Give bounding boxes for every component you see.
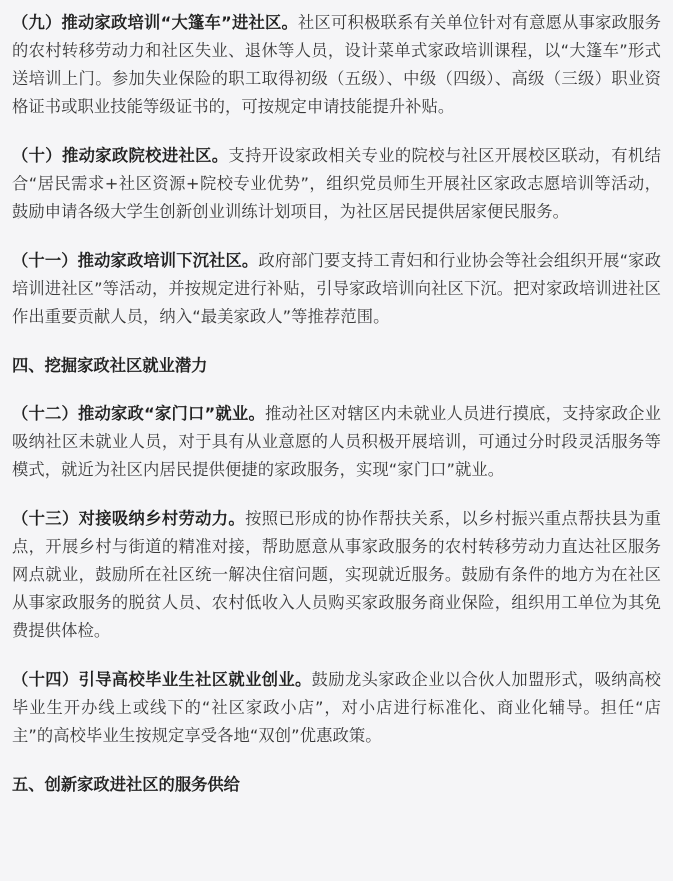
paragraph-lead: （十一）推动家政培训下沉社区。: [12, 251, 259, 270]
paragraph-item-11: [12, 247, 661, 331]
paragraph-item-14: [12, 666, 661, 750]
paragraph-item-12: [12, 400, 661, 484]
paragraph-body: 鼓励龙头家政企业以合伙人加盟形式，吸纳高校毕业生开办线上或线下的“社区家政小店”，对小店进行标准化、商业化辅导。担任“店主”的高校毕业生按规定享受各地“双创”优惠政策。: [12, 670, 661, 745]
section-heading-4: 四、挖掘家政社区就业潜力: [12, 356, 208, 375]
paragraph-item-13: [12, 505, 661, 645]
paragraph-body: 推动社区对辖区内未就业人员进行摸底，支持家政企业吸纳社区未就业人员，对于具有从业意愿的人员积极开展培训，可通过分时段灵活服务等模式，就近为社区内居民提供便捷的家政服务，实现“家门口”就业。: [12, 404, 661, 479]
paragraph-item-9: [12, 9, 661, 121]
paragraph-body: 支持开设家政相关专业的院校与社区开展校区联动，有机结合“居民需求+社区资源+院校专业优势”，组织党员师生开展社区家政志愿培训等活动，鼓励申请各级大学生创新创业训练计划项目，为社区居民提供居家便民服务。: [12, 146, 661, 221]
paragraph-lead: （十三）对接吸纳乡村劳动力。: [12, 509, 246, 528]
paragraph-lead: （十）推动家政院校进社区。: [12, 146, 229, 165]
paragraph-lead: （十二）推动家政“家门口”就业。: [12, 404, 265, 423]
section-heading-5: 五、创新家政进社区的服务供给: [12, 775, 240, 794]
paragraph-lead: （十四）引导高校毕业生社区就业创业。: [12, 670, 312, 689]
paragraph-body: 政府部门要支持工青妇和行业协会等社会组织开展“家政培训进社区”等活动，并按规定进行补贴，引导家政培训向社区下沉。把对家政培训进社区作出重要贡献人员，纳入“最美家政人”等推荐范围。: [12, 251, 661, 326]
paragraph-body: 社区可积极联系有关单位针对有意愿从事家政服务的农村转移劳动力和社区失业、退休等人员，设计菜单式家政培训课程，以“大篷车”形式送培训上门。参加失业保险的职工取得初级（五级）、中级（四级）、高级（三级）职业资格证书或职业技能等级证书的，可按规定申请技能提升补贴。: [12, 13, 662, 116]
paragraph-item-10: [12, 142, 661, 226]
paragraph-body: 按照已形成的协作帮扶关系，以乡村振兴重点帮扶县为重点，开展乡村与街道的精准对接，帮助愿意从事家政服务的农村转移劳动力直达社区服务网点就业，鼓励所在社区统一解决住宿问题，实现就近服务。鼓励有条件的地方为在社区从事家政服务的脱贫人员、农村低收入人员购买家政服务商业保险，组织用工单位为其免费提供体检。: [12, 509, 661, 640]
paragraph-lead: （九）推动家政培训“大篷车”进社区。: [12, 13, 298, 32]
